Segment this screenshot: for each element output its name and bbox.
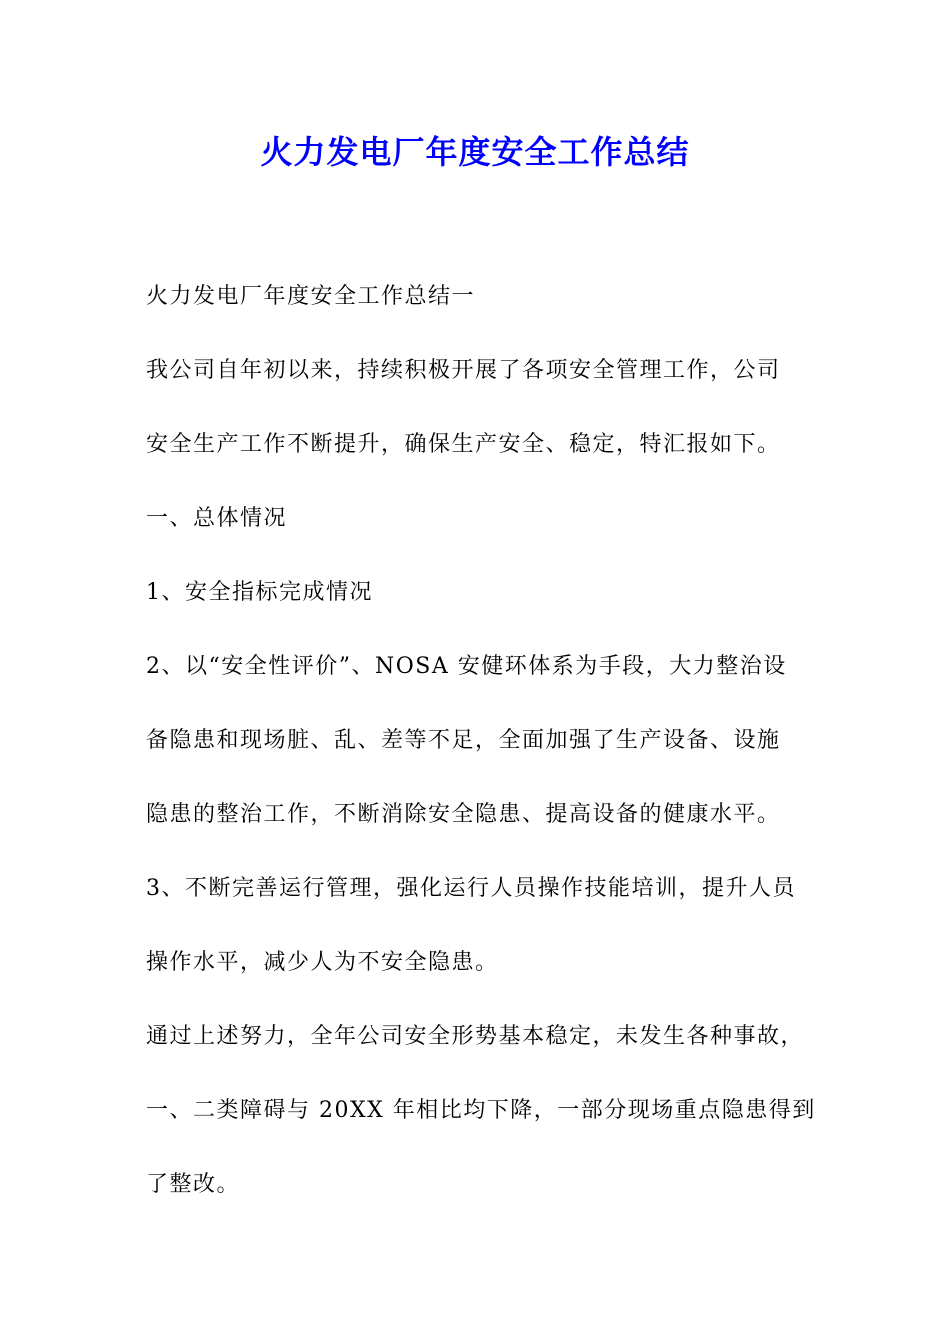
paragraph-line: 备隐患和现场脏、乱、差等不足，全面加强了生产设备、设施 <box>146 728 781 753</box>
paragraph-line: 操作水平，减少人为不安全隐患。 <box>146 950 499 975</box>
paragraph-line: 一、二类障碍与 20XX 年相比均下降，一部分现场重点隐患得到 <box>146 1098 816 1123</box>
page-title: 火力发电厂年度安全工作总结 <box>260 133 690 171</box>
document-body <box>146 260 816 1222</box>
paragraph-line: 3、不断完善运行管理，强化运行人员操作技能培训，提升人员 <box>146 876 796 901</box>
paragraph-line: 2、以“安全性评价”、NOSA 安健环体系为手段，大力整治设 <box>146 654 787 679</box>
paragraph-line: 了整改。 <box>146 1172 241 1197</box>
paragraph-line: 一、总体情况 <box>146 506 288 531</box>
paragraph-line: 安全生产工作不断提升，确保生产安全、稳定，特汇报如下。 <box>146 432 781 457</box>
paragraph-line: 通过上述努力，全年公司安全形势基本稳定，未发生各种事故， <box>146 1024 805 1049</box>
paragraph-line: 我公司自年初以来，持续积极开展了各项安全管理工作，公司 <box>146 358 781 383</box>
paragraph-line: 1、安全指标完成情况 <box>146 580 373 605</box>
paragraph-line: 隐患的整治工作，不断消除安全隐患、提高设备的健康水平。 <box>146 802 781 827</box>
paragraph-line: 火力发电厂年度安全工作总结一 <box>146 284 476 309</box>
